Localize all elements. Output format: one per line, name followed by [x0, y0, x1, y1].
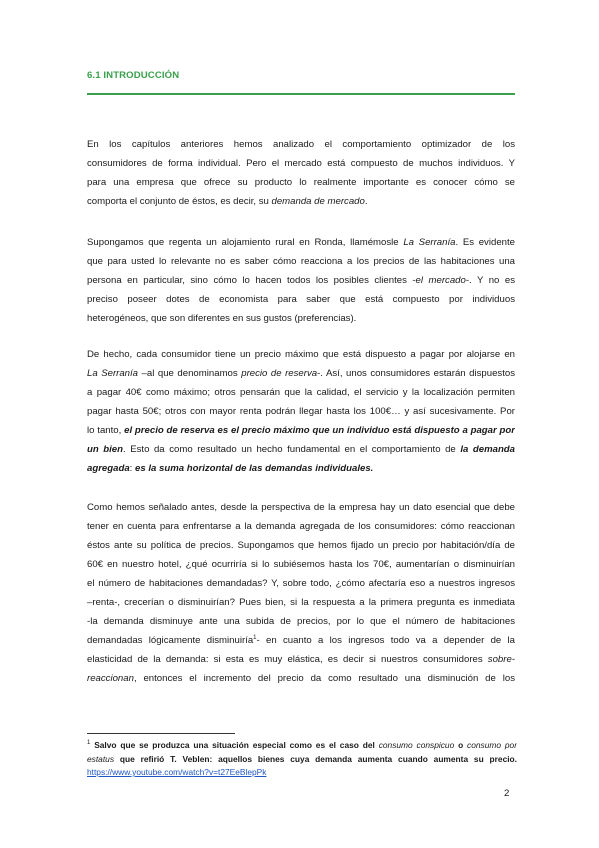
- emphasis: reaccionan: [87, 673, 134, 684]
- text-line: En los capítulos anteriores hemos analizado el comportamiento optimizador de los: [87, 139, 515, 150]
- text-line: heterogéneos, que son diferentes en sus gustos (preferencias).: [87, 313, 357, 324]
- paragraph-2: [87, 233, 515, 328]
- text-line: elasticidad de la demanda: si esta es muy elástica, es decir si nuestros consumidores sobre-: [87, 654, 515, 665]
- emphasis: sobre-: [487, 654, 515, 665]
- footnote-ref[interactable]: 1: [253, 634, 257, 641]
- emphasis: agregada: [87, 463, 130, 474]
- footnote-line: $^1$ Salvo que se produzca una situación especial como es el caso del consumo conspicuo o consumo por: [87, 740, 517, 750]
- text-line: comporta el conjunto de éstos, es decir, su demanda de mercado.: [87, 196, 368, 207]
- text-line: consumidores de forma individual. Pero el mercado está compuesto de muchos individuos. Y: [87, 158, 515, 169]
- text-line: tener en cuenta para enfrentarse a la demanda agregada de los consumidores: cómo reaccionan: [87, 521, 515, 532]
- text-line: a pagar 40€ como máximo; otros pensarán que la calidad, el servicio y la localización permiten: [87, 387, 515, 398]
- text-line: agregada: es la suma horizontal de las demandas individuales.: [87, 463, 374, 474]
- text-line: demandadas lógicamente disminuiría$^1$- en cuanto a los ingresos todo va a depender de la: [87, 634, 515, 646]
- text-line: reaccionan, entonces el incremento del precio da como resultado una disminución de los: [87, 673, 515, 684]
- paragraph-4: [87, 498, 515, 688]
- text-line: -la demanda disminuye ante una subida de precios, por lo que el número de habitaciones: [87, 616, 515, 627]
- footnote-line: estatus que refirió T. Veblen: aquellos bienes cuya demanda aumenta cuando aumenta su precio.: [87, 753, 517, 764]
- text-line: –renta-, crecerían o disminuirían? Pues bien, si la respuesta a la primera pregunta es inmediata: [87, 597, 515, 608]
- text-line: 60€ en nuestro hotel, ¿qué ocurriría si lo subiésemos hasta los 70€, aumentarían o disminuirían: [87, 559, 515, 570]
- text-line: De hecho, cada consumidor tiene un precio máximo que está dispuesto a pagar por alojarse en: [87, 349, 515, 360]
- text-line: el número de habitaciones demandadas? Y, sobre todo, ¿cómo afectaría eso a nuestros ingresos: [87, 578, 515, 589]
- footnote-line: [87, 766, 517, 780]
- footnote: [87, 739, 517, 780]
- text-line: Supongamos que regenta un alojamiento rural en Ronda, llamémosle La Serranía. Es evidente: [87, 237, 515, 248]
- emphasis: precio de reserva: [241, 368, 318, 379]
- text-line: éstos ante su política de precios. Supongamos que hemos fijado un precio por habitación/día de: [87, 540, 515, 551]
- paragraph-1: [87, 135, 515, 211]
- text-line: lo tanto, el precio de reserva es el precio máximo que un individuo está dispuesto a pagar por: [87, 425, 515, 436]
- emphasis: un bien: [87, 444, 123, 455]
- text-line: que para usted lo relevante no es saber cómo reacciona a los precios de las habitaciones una: [87, 256, 515, 267]
- heading-rule: [87, 93, 515, 95]
- emphasis: la demanda: [460, 444, 515, 455]
- paragraph-3: [87, 345, 515, 478]
- emphasis: demanda de mercado: [271, 196, 365, 207]
- page-number: 2: [504, 788, 510, 799]
- emphasis: La Serranía: [403, 237, 456, 248]
- emphasis: es la suma horizontal de las demandas individuales.: [135, 463, 374, 474]
- text-line: pagar hasta 50€; otros con mayor renta podrán llegar hasta los 100€… y así sucesivamente. Por: [87, 406, 515, 417]
- text-line: preciso poseer dotes de economista para saber que está compuesto por individuos: [87, 294, 515, 305]
- section-heading: 6.1 INTRODUCCIÓN: [87, 70, 180, 81]
- footnote-link[interactable]: https://www.youtube.com/watch?v=t27EeBlepPk: [87, 767, 267, 777]
- text-line: Como hemos señalado antes, desde la perspectiva de la empresa hay un dato esencial que debe: [87, 502, 515, 513]
- emphasis: el mercado: [415, 275, 466, 286]
- footnote-separator: [87, 733, 235, 734]
- text-line: para una empresa que ofrece su producto lo realmente importante es conocer cómo se: [87, 177, 515, 188]
- emphasis: La Serranía: [87, 368, 139, 379]
- text-line: La Serranía –al que denominamos precio de reserva-. Así, unos consumidores estarán dispuestos: [87, 368, 515, 379]
- emphasis: el precio de reserva es el precio máximo que un individuo está dispuesto a pagar por: [124, 425, 515, 436]
- text-line: persona en particular, sino cómo lo hacen todos los posibles clientes -el mercado-. Y no es: [87, 275, 515, 286]
- text-line: un bien. Esto da como resultado un hecho fundamental en el comportamiento de la demanda: [87, 444, 515, 455]
